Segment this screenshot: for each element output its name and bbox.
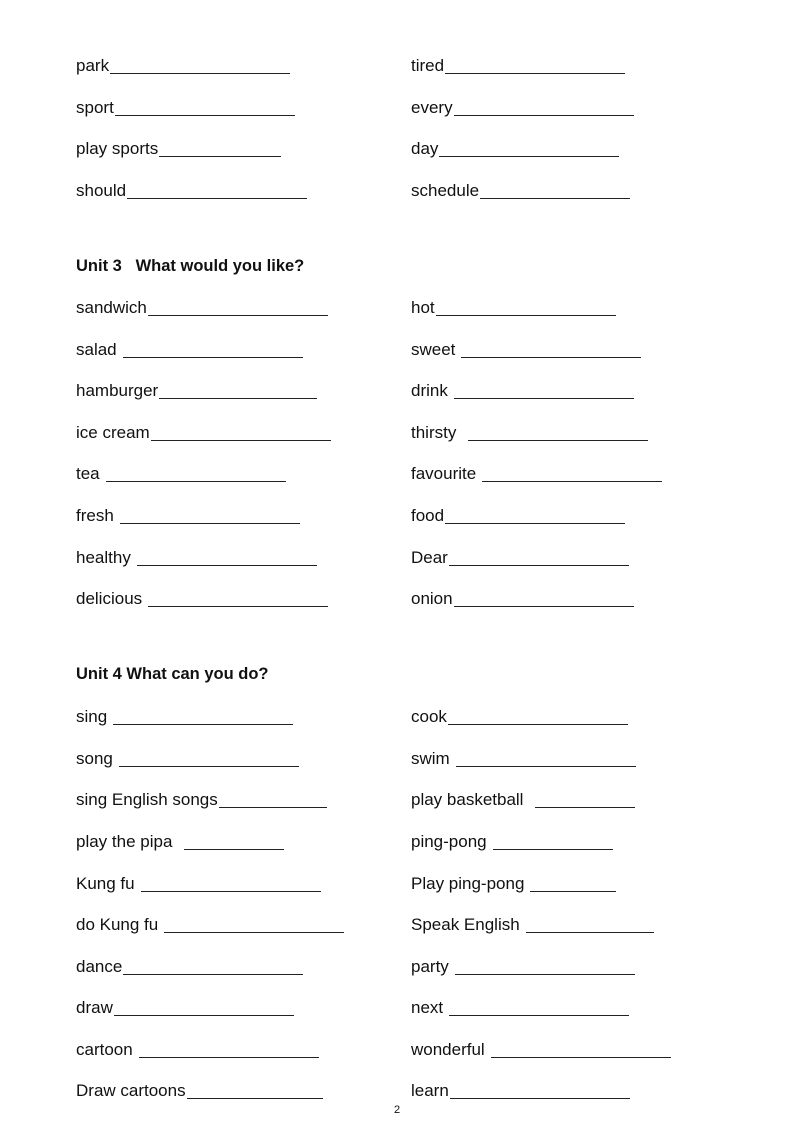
vocab-word: hamburger xyxy=(76,381,159,400)
vocab-word: drink xyxy=(411,381,448,400)
page-number: 2 xyxy=(393,1104,401,1116)
answer-blank[interactable] xyxy=(450,1084,630,1099)
answer-blank[interactable] xyxy=(456,752,636,767)
vocab-word: cartoon xyxy=(76,1040,133,1059)
answer-blank[interactable] xyxy=(127,184,307,199)
answer-blank[interactable] xyxy=(461,343,641,358)
vocab-item xyxy=(76,340,303,360)
answer-blank[interactable] xyxy=(113,710,293,725)
answer-blank[interactable] xyxy=(123,960,303,975)
vocab-item xyxy=(76,298,328,318)
vocab-word: ping-pong xyxy=(411,832,487,851)
vocab-item xyxy=(411,464,662,484)
vocab-item xyxy=(411,298,616,318)
vocab-word: play sports xyxy=(76,139,159,158)
vocab-item xyxy=(411,139,619,159)
vocab-word: play basketball xyxy=(411,790,524,809)
vocab-word: sport xyxy=(76,98,114,117)
vocab-item xyxy=(411,998,629,1018)
answer-blank[interactable] xyxy=(493,835,613,850)
vocab-word: play the pipa xyxy=(76,832,173,851)
vocab-item xyxy=(76,139,281,159)
vocab-item xyxy=(76,957,303,977)
vocab-item xyxy=(411,340,641,360)
answer-blank[interactable] xyxy=(141,877,321,892)
vocab-word: do Kung fu xyxy=(76,915,159,934)
answer-blank[interactable] xyxy=(436,301,616,316)
vocab-item xyxy=(76,749,299,769)
unit-3-title: Unit 3 What would you like? xyxy=(76,257,305,275)
vocab-word: delicious xyxy=(76,589,143,608)
vocab-item xyxy=(76,589,328,609)
vocab-item xyxy=(76,915,344,935)
vocab-word: learn xyxy=(411,1081,449,1100)
vocab-item xyxy=(411,506,625,526)
vocab-item xyxy=(411,589,634,609)
answer-blank[interactable] xyxy=(120,509,300,524)
vocab-item xyxy=(411,56,625,76)
answer-blank[interactable] xyxy=(445,59,625,74)
vocab-item xyxy=(411,548,629,568)
answer-blank[interactable] xyxy=(159,142,281,157)
vocab-item xyxy=(411,1040,671,1060)
vocab-item xyxy=(76,790,327,810)
answer-blank[interactable] xyxy=(219,793,327,808)
vocab-word: every xyxy=(411,98,453,117)
answer-blank[interactable] xyxy=(110,59,290,74)
answer-blank[interactable] xyxy=(482,467,662,482)
answer-blank[interactable] xyxy=(480,184,630,199)
answer-blank[interactable] xyxy=(123,343,303,358)
vocab-item xyxy=(411,423,648,443)
answer-blank[interactable] xyxy=(187,1084,323,1099)
answer-blank[interactable] xyxy=(530,877,616,892)
vocab-word: sing xyxy=(76,707,108,726)
vocab-word: draw xyxy=(76,998,113,1017)
vocab-item xyxy=(411,707,628,727)
vocab-word: Speak English xyxy=(411,915,520,934)
vocab-word: Dear xyxy=(411,548,448,567)
answer-blank[interactable] xyxy=(445,509,625,524)
vocab-item xyxy=(76,423,331,443)
vocab-word: Play ping-pong xyxy=(411,874,525,893)
vocab-word: onion xyxy=(411,589,453,608)
vocab-item xyxy=(76,1040,319,1060)
vocab-item xyxy=(411,915,654,935)
vocab-item xyxy=(411,790,635,810)
vocab-word: sing English songs xyxy=(76,790,218,809)
answer-blank[interactable] xyxy=(491,1043,671,1058)
vocab-item xyxy=(76,1081,323,1101)
vocab-item xyxy=(76,874,321,894)
vocab-word: healthy xyxy=(76,548,131,567)
answer-blank[interactable] xyxy=(449,551,629,566)
answer-blank[interactable] xyxy=(454,384,634,399)
vocab-word: dance xyxy=(76,957,123,976)
answer-blank[interactable] xyxy=(151,426,331,441)
vocab-word: fresh xyxy=(76,506,114,525)
vocab-word: hot xyxy=(411,298,435,317)
vocab-item xyxy=(411,181,630,201)
answer-blank[interactable] xyxy=(184,835,284,850)
vocab-word: salad xyxy=(76,340,117,359)
vocab-word: favourite xyxy=(411,464,477,483)
vocab-word: food xyxy=(411,506,445,525)
answer-blank[interactable] xyxy=(468,426,648,441)
answer-blank[interactable] xyxy=(148,592,328,607)
answer-blank[interactable] xyxy=(137,551,317,566)
vocab-item xyxy=(76,832,284,852)
vocab-word: swim xyxy=(411,749,450,768)
answer-blank[interactable] xyxy=(454,101,634,116)
vocab-item xyxy=(411,832,613,852)
answer-blank[interactable] xyxy=(449,1001,629,1016)
vocab-item xyxy=(411,1081,630,1101)
answer-blank[interactable] xyxy=(148,301,328,316)
vocab-word: day xyxy=(411,139,439,158)
vocab-item xyxy=(76,181,307,201)
vocab-word: cook xyxy=(411,707,447,726)
vocab-item xyxy=(411,381,634,401)
vocab-item xyxy=(411,874,616,894)
vocab-word: tea xyxy=(76,464,100,483)
answer-blank[interactable] xyxy=(454,592,634,607)
vocab-word: tired xyxy=(411,56,445,75)
vocab-item xyxy=(76,548,317,568)
vocab-item xyxy=(411,749,636,769)
vocab-item xyxy=(76,98,295,118)
vocab-word: should xyxy=(76,181,127,200)
answer-blank[interactable] xyxy=(139,1043,319,1058)
vocab-word: party xyxy=(411,957,449,976)
vocab-item xyxy=(411,98,634,118)
vocab-word: Draw cartoons xyxy=(76,1081,186,1100)
vocab-word: wonderful xyxy=(411,1040,485,1059)
answer-blank[interactable] xyxy=(448,710,628,725)
unit-4-title: Unit 4 What can you do? xyxy=(76,665,269,683)
vocab-word: sweet xyxy=(411,340,456,359)
answer-blank[interactable] xyxy=(106,467,286,482)
vocab-word: schedule xyxy=(411,181,480,200)
answer-blank[interactable] xyxy=(455,960,635,975)
answer-blank[interactable] xyxy=(114,1001,294,1016)
vocab-item xyxy=(76,707,293,727)
vocab-word: sandwich xyxy=(76,298,147,317)
answer-blank[interactable] xyxy=(164,918,344,933)
answer-blank[interactable] xyxy=(115,101,295,116)
vocab-item xyxy=(76,998,294,1018)
answer-blank[interactable] xyxy=(119,752,299,767)
vocab-item xyxy=(76,381,317,401)
answer-blank[interactable] xyxy=(159,384,317,399)
vocab-item xyxy=(76,506,300,526)
vocab-item xyxy=(76,56,290,76)
vocab-word: thirsty xyxy=(411,423,457,442)
answer-blank[interactable] xyxy=(439,142,619,157)
answer-blank[interactable] xyxy=(526,918,654,933)
vocab-item xyxy=(76,464,286,484)
answer-blank[interactable] xyxy=(535,793,635,808)
vocab-item xyxy=(411,957,635,977)
vocab-word: ice cream xyxy=(76,423,150,442)
vocab-word: next xyxy=(411,998,444,1017)
vocab-word: park xyxy=(76,56,110,75)
vocab-word: song xyxy=(76,749,113,768)
vocab-word: Kung fu xyxy=(76,874,135,893)
